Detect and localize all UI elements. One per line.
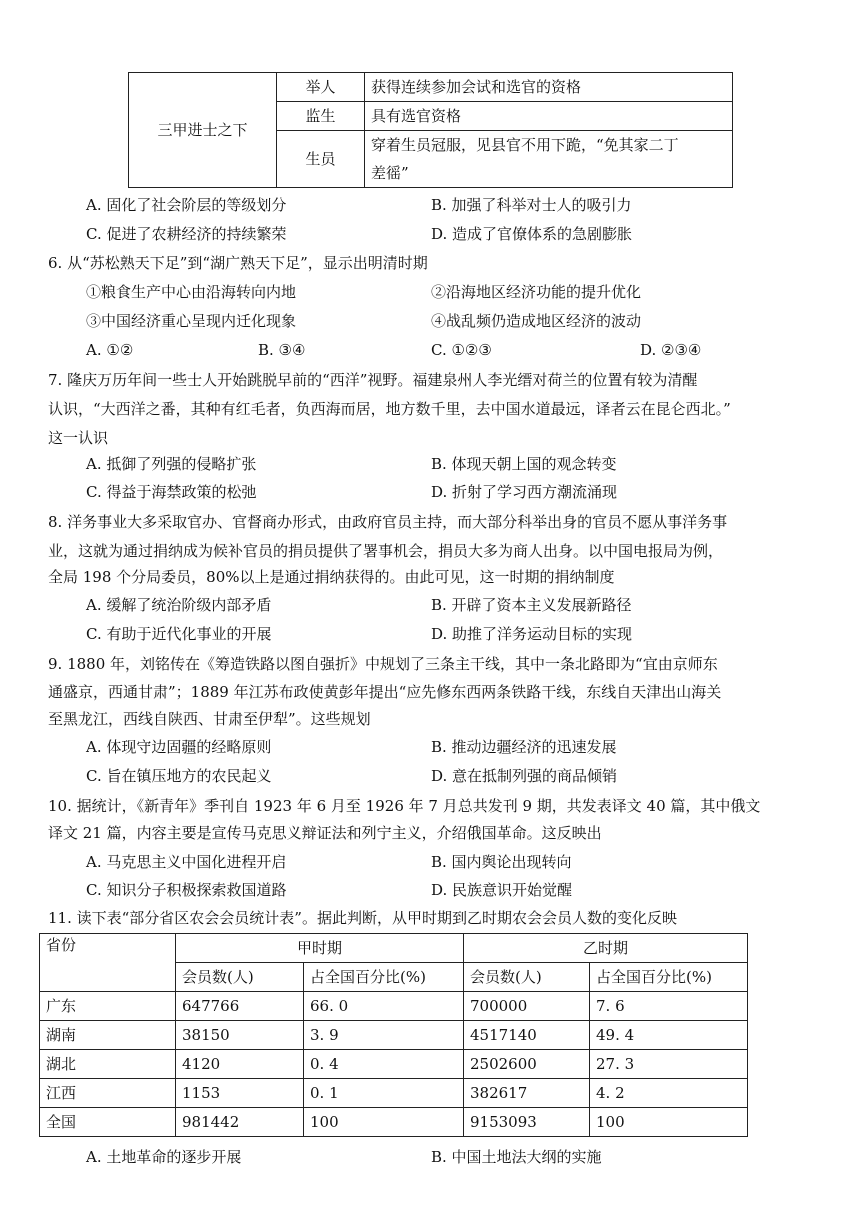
q11-stem: 11. 读下表“部分省区农会会员统计表”。据此判断，从甲时期到乙时期农会会员人数的变化反映 [48,909,677,927]
q5-option-a: A. 固化了社会阶层的等级划分 [86,196,287,214]
q8-stem-line: 8. 洋务事业大多采取官办、官督商办形式，由政府官员主持，而大部分科举出身的官员不愿从事洋务事 [48,513,728,531]
q8-option-d: D. 助推了洋务运动目标的实现 [431,625,633,643]
value-cell: 2502600 [464,1050,590,1079]
value-cell: 4120 [176,1050,304,1079]
value-cell: 647766 [176,992,304,1021]
value-cell: 4517140 [464,1021,590,1050]
q9-option-a: A. 体现守边固疆的经略原则 [86,738,272,756]
q9-option-c: C. 旨在镇压地方的农民起义 [86,767,272,785]
table-row [40,1021,748,1050]
value-cell: 100 [590,1108,748,1137]
value-cell: 27. 3 [590,1050,748,1079]
table-top-left-cell: 三甲进士之下 [129,73,277,188]
value-cell: 981442 [176,1108,304,1137]
q7-stem-line: 这一认识 [48,429,109,447]
value-cell: 700000 [464,992,590,1021]
table-header-percent: 占全国百分比(%) [304,963,464,992]
q10-stem-line: 10. 据统计，《新青年》季刊自 1923 年 6 月至 1926 年 7 月总共发刊 9 期，共发表译文 40 篇，其中俄文 [48,797,761,815]
table-header-members: 会员数(人) [176,963,304,992]
value-cell: 0. 4 [304,1050,464,1079]
exam-table-top [128,72,733,188]
q6-option-b: B. ③④ [258,341,306,359]
q10-option-a: A. 马克思主义中国化进程开启 [86,853,287,871]
table-header-province: 省份 [40,934,176,992]
q5-option-d: D. 造成了官僚体系的急剧膨胀 [431,225,633,243]
q8-stem-line: 业，这就为通过捐纳成为候补官员的捐员提供了署事机会，捐员大多为商人出身。以中国电报局为例， [48,542,724,560]
q9-option-d: D. 意在抵制列强的商品倾销 [431,767,618,785]
value-cell: 4. 2 [590,1079,748,1108]
q6-option-a: A. ①② [86,341,134,359]
q7-option-c: C. 得益于海禁政策的松弛 [86,483,257,501]
province-cell: 江西 [40,1079,176,1108]
table-header-period-2: 乙时期 [464,934,748,963]
value-cell: 38150 [176,1021,304,1050]
q6-statement-2: ②沿海地区经济功能的提升优化 [431,283,642,301]
q10-option-b: B. 国内舆论出现转向 [431,853,572,871]
q6-statement-1: ①粮食生产中心由沿海转向内地 [86,283,297,301]
q9-option-b: B. 推动边疆经济的迅速发展 [431,738,617,756]
q8-stem-line: 全局 198 个分局委员，80%以上是通过捐纳获得的。由此可见，这一时期的捐纳制度 [48,568,615,586]
q5-option-b: B. 加强了科举对士人的吸引力 [431,196,632,214]
q9-stem-line: 9. 1880 年，刘铭传在《筹造铁路以图自强折》中规划了三条主干线，其中一条北路即为“宜由京师东 [48,655,718,673]
table-row [40,992,748,1021]
q7-stem-line: 认识，“大西洋之番，其种有红毛者，负西海而居，地方数千里，去中国水道最远，译者云在昆仑西北。” [48,400,731,418]
province-cell: 全国 [40,1108,176,1137]
value-cell: 100 [304,1108,464,1137]
value-cell: 7. 6 [590,992,748,1021]
value-cell: 0. 1 [304,1079,464,1108]
province-cell: 广东 [40,992,176,1021]
table-row [40,1079,748,1108]
value-cell: 66. 0 [304,992,464,1021]
q8-option-b: B. 开辟了资本主义发展新路径 [431,596,632,614]
q11-option-a: A. 土地革命的逐步开展 [86,1148,242,1166]
table-header-members: 会员数(人) [464,963,590,992]
table-top-value: 获得连续参加会试和选官的资格 [365,73,733,102]
table-top-value: 具有选官资格 [365,102,733,131]
q5-option-c: C. 促进了农耕经济的持续繁荣 [86,225,287,243]
value-cell: 9153093 [464,1108,590,1137]
q6-option-d: D. ②③④ [640,341,702,359]
q6-statement-4: ④战乱频仍造成地区经济的波动 [431,312,642,330]
table-row [40,1108,748,1137]
table-header-percent: 占全国百分比(%) [590,963,748,992]
q10-option-d: D. 民族意识开始觉醒 [431,881,573,899]
q6-stem: 6. 从“苏松熟天下足”到“湖广熟天下足”，显示出明清时期 [48,254,428,272]
q6-statement-3: ③中国经济重心呈现内迁化现象 [86,312,297,330]
table-row [40,1050,748,1079]
q7-option-a: A. 抵御了列强的侵略扩张 [86,455,257,473]
table-top-value: 穿着生员冠服，见县官不用下跪，“免其家二丁 [365,131,733,160]
q7-option-d: D. 折射了学习西方潮流涌现 [431,483,618,501]
table-top-key: 监生 [277,102,365,131]
peasant-association-table [39,933,748,1137]
province-cell: 湖北 [40,1050,176,1079]
value-cell: 382617 [464,1079,590,1108]
table-top-value: 差徭” [365,159,733,188]
q9-stem-line: 至黑龙江，西线自陕西、甘肃至伊犁”。这些规划 [48,710,371,728]
q8-option-c: C. 有助于近代化事业的开展 [86,625,272,643]
value-cell: 3. 9 [304,1021,464,1050]
q10-option-c: C. 知识分子积极探索救国道路 [86,881,287,899]
q8-option-a: A. 缓解了统治阶级内部矛盾 [86,596,272,614]
table-top-key: 生员 [277,131,365,188]
q7-option-b: B. 体现天朝上国的观念转变 [431,455,617,473]
value-cell: 1153 [176,1079,304,1108]
value-cell: 49. 4 [590,1021,748,1050]
q7-stem-line: 7. 隆庆万历年间一些士人开始跳脱早前的“西洋”视野。福建泉州人李光缙对荷兰的位置有较为清醒 [48,371,698,389]
q9-stem-line: 通盛京，西通甘肃”；1889 年江苏布政使黄彭年提出“应先修东西两条铁路干线，东线自天津出山海关 [48,683,722,701]
q6-option-c: C. ①②③ [431,341,492,359]
table-header-period-1: 甲时期 [176,934,464,963]
province-cell: 湖南 [40,1021,176,1050]
table-top-key: 举人 [277,73,365,102]
q10-stem-line: 译文 21 篇，内容主要是宣传马克思义辩证法和列宁主义，介绍俄国革命。这反映出 [48,824,602,842]
q11-option-b: B. 中国土地法大纲的实施 [431,1148,602,1166]
